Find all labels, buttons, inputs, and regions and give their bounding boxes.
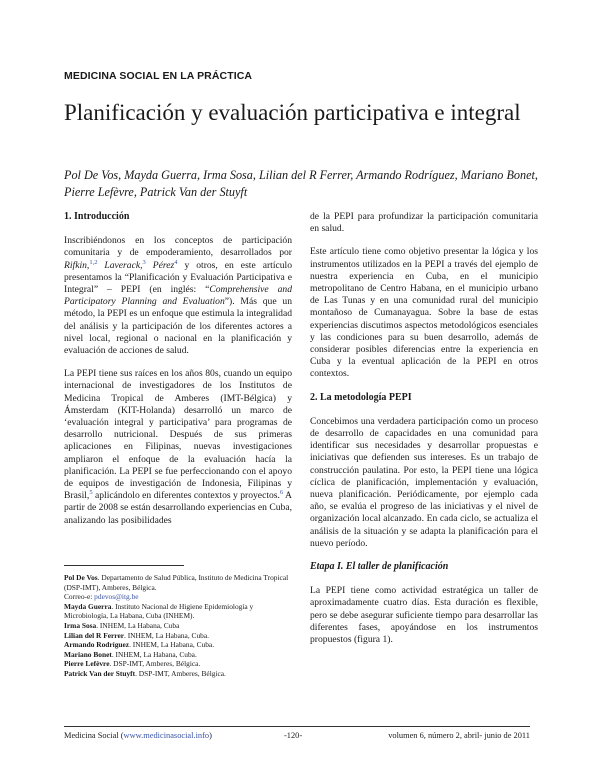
heading-etapa-1: Etapa I. El taller de planificación [310, 561, 449, 573]
citation-1-2[interactable]: 1,2 [89, 258, 98, 266]
affiliation-guerra: Mayda Guerra. Instituto Nacional de Higiene Epidemiología y Microbiología, La Habana, Cuba (INHEM). [64, 601, 254, 621]
authors: Pol De Vos, Mayda Guerra, Irma Sosa, Lilian del R Ferrer, Armando Rodríguez, Mariano Bonet, Pierre Lefèvre, Patrick Van der Stuyft [64, 168, 538, 199]
footer-divider [64, 726, 530, 727]
paragraph-objective: Este artículo tiene como objetivo presentar la lógica y los instrumentos utilizados en la PEPI a través del ejemplo de nuestra experiencia en Cuba, en el municipio metropolitano de Centro Habana, en el municipio urbano de Las Tunas y en una comunidad rural del municipio montañoso de Cumanayagua. Sobre la base de estas experiencias discutimos aspectos metodológicos esenciales y las condiciones para su buen desarrollo, además de considerar posibles diferencias entre la experiencia en Cuba y la eventual aplicación de la PEPI en otros contextos. [310, 246, 538, 380]
article-title: Planificación y evaluación participativa e integral [64, 100, 521, 125]
affiliation-rodriguez: Armando Rodríguez. INHEM, La Habana, Cuba. [64, 640, 215, 650]
page-footer [64, 731, 530, 743]
heading-introduccion: 1. Introducción [64, 211, 130, 222]
heading-metodologia: 2. La metodología PEPI [310, 391, 412, 403]
section-label: MEDICINA SOCIAL EN LA PRÁCTICA [64, 70, 253, 82]
paragraph-metodologia: Concebimos una verdadera participación como un proceso de desarrollo de capacidades en una comunidad para identificar sus necesidades y desarrollar propuestas e iniciativas que defienden sus intereses. Es un trabajo de construcción paulatina. Por esto, la PEPI tiene una lógica cíclica de planificación, implementación y evaluación, nueva planificación. Periódicamente, por ejemplo cada año, se evalúa el progreso de las iniciativas y el nivel de organización local alcanzado. En cada ciclo, se actualiza el análisis de la situación y se adapta la planificación para el nuevo período. [310, 415, 538, 549]
affiliation-bonet: Mariano Bonet. INHEM, La Habana, Cuba. [64, 649, 197, 659]
citation-5[interactable]: 5 [89, 489, 93, 497]
citation-6[interactable]: 6 [279, 489, 284, 497]
affiliation-ferrer: Lilian del R Ferrer. INHEM, La Habana, Cuba. [64, 630, 209, 640]
footnote-divider [64, 565, 184, 566]
journal-url-link[interactable]: www.medicinasocial.info [123, 731, 210, 740]
paragraph-taller: La PEPI tiene como actividad estratégica un taller de aproximadamente cuatro días. Esta duración es flexible, pero se debe asegurar suficiente tiempo para desarrollar las diferentes fases, apoyándose en los instrumentos propuestos (figura 1). [310, 585, 538, 646]
right-column [310, 211, 538, 657]
citation-3[interactable]: 3 [142, 258, 146, 266]
page-number: -120- [284, 731, 303, 740]
author-affiliations [64, 573, 289, 679]
affiliation-lefevre: Pierre Lefèvre. DSP-IMT, Amberes, Bélgica. [64, 659, 201, 669]
paragraph-intro-1: Inscribiéndonos en los conceptos de participación comunitaria y de empoderamiento, desarrollados por Rifkin,$^{1,2}$ Laverack,$^3$ Pérez$^4$ y otros, en este artículo presentamos la “Planificación y Evaluación Participativa e Integral” – PEPI (en inglés: “Comprehensive and Participatory Planning and Evaluation”). Más que un método, la PEPI es un enfoque que estimula la integralidad del análisis y la participación de los diferentes actores a nivel local, regional o nacional en la planificación y evaluación de acciones de salud. [64, 235, 292, 357]
email-link[interactable]: pdevos@itg.be [94, 592, 139, 602]
affiliation-sosa: Irma Sosa. INHEM, La Habana, Cuba [64, 620, 180, 630]
affiliation-email: Correo-e: pdevos@itg.be [64, 592, 139, 602]
issue-info: volumen 6, número 2, abril- junio de 2011 [388, 731, 530, 740]
citation-4[interactable]: 4 [174, 258, 178, 266]
journal-name: Medicina Social (www.medicinasocial.info) [64, 731, 212, 740]
paragraph-intro-2: La PEPI tiene sus raíces en los años 80s, cuando un equipo internacional de investigadores de los Institutos de Medicina Tropical de Amberes (IMT-Bélgica) y Ámsterdam (KIT-Holanda) desarrolló un marco de ‘evaluación integral y participativa’ para programas de desarrollo nutricional. Después de sus primeras aplicaciones en Filipinas, nuevas investigaciones ampliaron el enfoque de la evaluación hacía la planificación. La PEPI se fue perfeccionando con el apoyo de equipos de investigación de Indonesia, Filipinas y Brasil,$^5$ aplicándolo en diferentes contextos y proyectos.$^6$ A partir de 2008 se están desarrollando experiencias en Cuba, analizando las posibilidades [64, 368, 292, 526]
affiliation-van-der-stuyft: Patrick Van der Stuyft. DSP-IMT, Amberes, Bélgica. [64, 668, 226, 678]
paragraph-continuation: de la PEPI para profundizar la participación comunitaria en salud. [310, 211, 538, 235]
left-column [64, 211, 292, 538]
affiliation-de-vos: Pol De Vos. Departamento de Salud Pública, Instituto de Medicina Tropical (DSP-IMT), Amberes, Bélgica. [64, 573, 289, 592]
